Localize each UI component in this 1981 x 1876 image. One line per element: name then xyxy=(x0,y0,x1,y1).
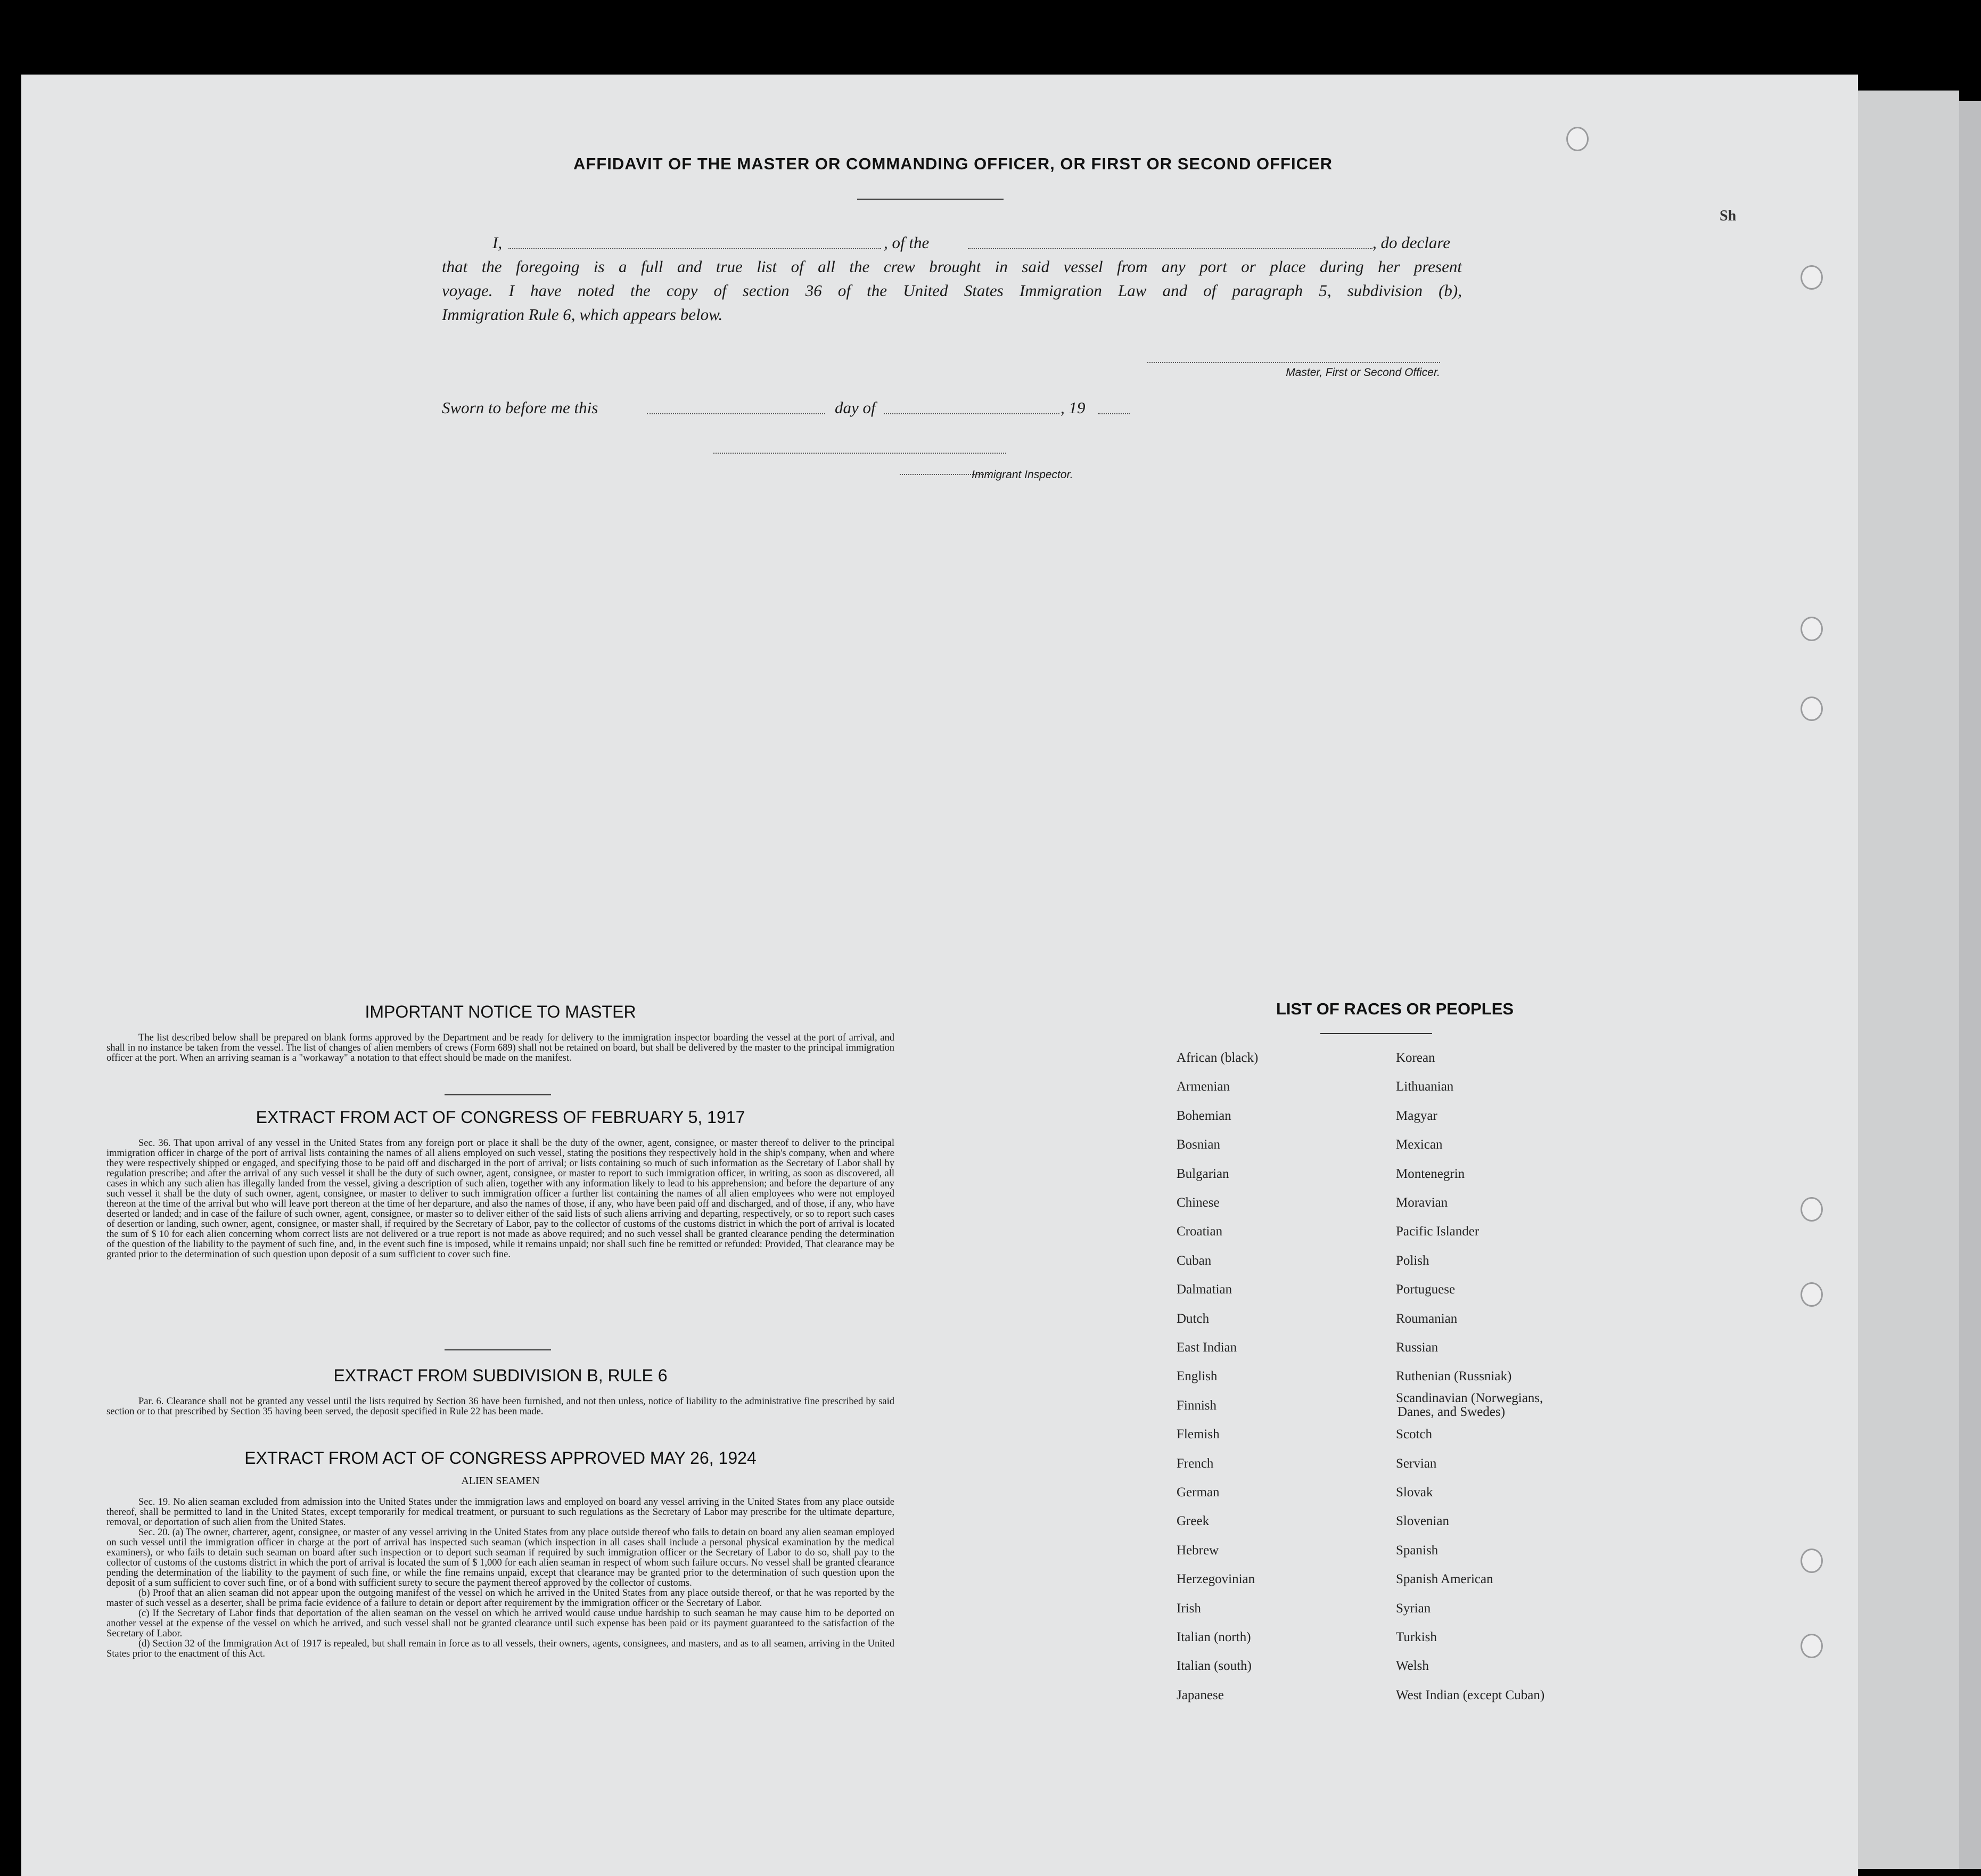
extract-1924-sec20b: (b) Proof that an alien seaman did not appear upon the outgoing manifest of the vessel on which he arrived in the United States from any place outside thereof, or that he was reported by the master of such vessel as a deserter, shall be prima facie evidence of a failure to detain or deport after requirement by the immigration officer or the Secretary of Labor. xyxy=(106,1588,894,1609)
extract-1924-sec20c: (c) If the Secretary of Labor finds that deportation of the alien seaman on the vessel on which he arrived would cause undue hardship to such seaman he may cause him to be deported on another vessel at the expense of the vessel on which he arrived, and such vessel shall not be granted clearance until such expense has been paid or its payment guaranteed to the satisfaction of the Secretary of Labor. xyxy=(106,1608,894,1639)
divider xyxy=(445,1094,551,1095)
punch-hole xyxy=(1801,697,1823,721)
race-item: Pacific Islander xyxy=(1396,1224,1479,1239)
race-item: Dutch xyxy=(1177,1312,1210,1326)
race-item: Irish xyxy=(1177,1601,1201,1616)
race-item: Lithuanian xyxy=(1396,1079,1454,1094)
race-item: Italian (south) xyxy=(1177,1659,1252,1673)
extract-1924-text xyxy=(106,1497,894,1659)
sworn-text: Sworn to before me this xyxy=(442,398,598,417)
name-blank xyxy=(508,239,881,249)
extract-1924-subtitle: ALIEN SEAMEN xyxy=(461,1475,540,1487)
divider xyxy=(445,1349,551,1350)
race-item: East Indian xyxy=(1177,1340,1237,1355)
race-item: Japanese xyxy=(1177,1688,1224,1702)
race-item: German xyxy=(1177,1485,1220,1500)
punch-hole xyxy=(1801,617,1823,641)
race-item: Korean xyxy=(1396,1051,1435,1065)
race-item: Servian xyxy=(1396,1456,1437,1471)
race-item: Cuban xyxy=(1177,1254,1212,1268)
extract-rule6-paragraph: Par. 6. Clearance shall not be granted any vessel until the lists required by Section 36 have been furnished, and not then unless, notice of liability to the administrative fine prescribed by said section or to that prescribed by Section 35 having been served, the deposit specified in Rule 22 has been made. xyxy=(106,1396,894,1417)
punch-hole xyxy=(1801,1282,1823,1307)
punch-hole xyxy=(1801,1549,1823,1573)
master-signature-line xyxy=(1147,357,1440,363)
master-signature-label: Master, First or Second Officer. xyxy=(1286,366,1440,379)
race-item: African (black) xyxy=(1177,1051,1259,1065)
race-item: Italian (north) xyxy=(1177,1630,1251,1644)
punch-hole xyxy=(1801,265,1823,290)
affidavit-i: I, xyxy=(492,233,503,252)
race-item: Greek xyxy=(1177,1514,1210,1528)
race-item: Welsh xyxy=(1396,1659,1429,1673)
notice-text xyxy=(106,1033,894,1063)
race-item: Chinese xyxy=(1177,1195,1220,1210)
race-item: Flemish xyxy=(1177,1427,1220,1441)
extract-1924-sec20d: (d) Section 32 of the Immigration Act of 1917 is repealed, but shall remain in force as to all vessels, their owners, agents, consignees, and masters, and as to all seamen, arriving in the United States prior to the enactment of this Act. xyxy=(106,1639,894,1659)
race-item: Slovak xyxy=(1396,1485,1433,1500)
extract-1924-sec20a: Sec. 20. (a) The owner, charterer, agent, consignee, or master of any vessel arriving in the United States from any place outside thereof who fails to detain on board any alien seaman employed on such vessel until the immigration officer in charge at the port of arrival has inspected such seaman (which inspection in all cases shall include a personal physical examination by the medical examiners), or who fails to detain such seaman on board after such inspection or to deport such seaman if required by such immigration officer or the Secretary of Labor to do so, shall pay to the collector of customs of the customs district in which the port of arrival is located the sum of $ 1,000 for each alien seaman in respect of whom such failure occurs. No vessel shall be granted clearance pending the determination of the liability to the payment of such fine, or while the fine remains unpaid, except that clearance may be granted prior to the determination of such question upon the deposit of a sum sufficient to cover such fine, or of a bond with sufficient surety to secure the payment thereof approved by the collector of customs. xyxy=(106,1527,894,1588)
affidavit-do-declare: , do declare xyxy=(1372,233,1451,252)
race-item: Scandinavian (Norwegians, xyxy=(1396,1391,1543,1405)
sheet-mark: Sh xyxy=(1720,208,1737,224)
day-blank xyxy=(647,404,825,414)
affidavit-of-the: , of the xyxy=(884,233,930,252)
races-title-underline xyxy=(1320,1033,1432,1034)
year-blank xyxy=(1098,404,1130,414)
vessel-blank xyxy=(968,239,1372,249)
affidavit-line-3: voyage. I have noted the copy of section 36 of the United States Immigration Law and of paragraph 5, subdivision (b), xyxy=(442,281,1462,300)
month-blank xyxy=(884,404,1059,414)
extract-rule6-text xyxy=(106,1397,894,1417)
race-item: Roumanian xyxy=(1396,1312,1458,1326)
race-item: Danes, and Swedes) xyxy=(1398,1405,1506,1419)
race-item: Bohemian xyxy=(1177,1109,1231,1123)
affidavit-line-4: Immigration Rule 6, which appears below. xyxy=(442,305,723,324)
race-item: West Indian (except Cuban) xyxy=(1396,1688,1545,1702)
punch-hole xyxy=(1801,1197,1823,1222)
races-title: LIST OF RACES OR PEOPLES xyxy=(1276,1000,1514,1018)
extract-1917-paragraph: Sec. 36. That upon arrival of any vessel in the United States from any foreign port or place it shall be the duty of the owner, agent, consignee, or master thereof to deliver to the principal immigration officer in charge of the port of arrival lists containing the names of all aliens employed on such vessel, stating the positions they respectively hold in the ship's company, when and where they were respectively shipped or engaged, and specifying those to be paid off and discharged in the port of arrival; or lists containing so much of such information as the Secretary of Labor shall by regulation prescribe; and after the arrival of any such vessel it shall be the duty of such owner, agent, consignee, or master to report to such immigration officer, in writing, as soon as discovered, all cases in which any such alien has illegally landed from the vessel, giving a description of such alien, together with any information likely to lead to his apprehension; and before the departure of any such vessel it shall be the duty of such owner, agent, consignee, or master to deliver to such immigration officer a further list containing the names of all alien employees who were not employed thereon at the time of the arrival but who will leave port thereon at the time of her departure, and also the names of those, if any, who have been paid off and discharged, and of those, if any, who have deserted or landed; and in case of the failure of such owner, agent, consignee, or master so to deliver either of the said lists of such aliens arriving and departing, respectively, or so to report such cases of desertion or landing, such owner, agent, consignee, or master shall, if required by the Secretary of Labor, pay to the collector of customs of the customs district in which the port of arrival is located the sum of $ 10 for each alien concerning whom correct lists are not delivered or a true report is not made as above required; and no such vessel shall be granted clearance pending the determination of the question of the liability to the payment of such fine, and, in the event such fine is imposed, while it remains unpaid; nor shall such fine be remitted or refunded: Provided, That clearance may be granted prior to the determination of such question upon deposit of a sum sufficient to cover such fine. xyxy=(106,1138,894,1260)
race-item: Hebrew xyxy=(1177,1543,1219,1558)
race-item: Slovenian xyxy=(1396,1514,1449,1528)
race-item: Russian xyxy=(1396,1340,1439,1355)
race-item: English xyxy=(1177,1369,1218,1383)
race-item: Polish xyxy=(1396,1254,1429,1268)
race-item: Bulgarian xyxy=(1177,1167,1229,1181)
race-item: Herzegovinian xyxy=(1177,1572,1255,1586)
affidavit-line-2: that the foregoing is a full and true list of all the crew brought in said vessel from any port or place during her present xyxy=(442,257,1462,276)
race-item: Syrian xyxy=(1396,1601,1431,1616)
extract-1917-title: EXTRACT FROM ACT OF CONGRESS OF FEBRUARY 5, 1917 xyxy=(256,1108,745,1127)
race-item: Moravian xyxy=(1396,1195,1448,1210)
notice-paragraph: The list described below shall be prepared on blank forms approved by the Department and be ready for delivery to the immigration inspector boarding the vessel at the port of arrival, and shall in no instance be taken from the vessel. The list of changes of alien members of crews (Form 689) shall not be retained on board, but shall be delivered by the master to the principal immigration officer at the port. When an arriving seaman is a "workaway" a notation to that effect should be made on the manifest. xyxy=(106,1033,894,1063)
extract-1924-sec19: Sec. 19. No alien seaman excluded from admission into the United States under the immigration laws and employed on board any vessel arriving in the United States from any place outside thereof, shall be permitted to land in the United States, except temporarily for medical treatment, or pursuant to such regulations as the Secretary of Labor may prescribe for the ultimate departure, removal, or deportation of such alien from the United States. xyxy=(106,1497,894,1528)
race-item: Mexican xyxy=(1396,1137,1443,1152)
extract-rule6-title: EXTRACT FROM SUBDIVISION B, RULE 6 xyxy=(333,1366,668,1385)
document-page xyxy=(21,75,1858,1876)
race-item: Finnish xyxy=(1177,1398,1217,1413)
day-of-text: day of xyxy=(835,398,876,417)
race-item: Croatian xyxy=(1177,1224,1223,1239)
extract-1917-text xyxy=(106,1138,894,1260)
race-item: Montenegrin xyxy=(1396,1167,1465,1181)
race-item: Spanish American xyxy=(1396,1572,1493,1586)
race-item: French xyxy=(1177,1456,1214,1471)
affidavit-title: AFFIDAVIT OF THE MASTER OR COMMANDING OFFICER, OR FIRST OR SECOND OFFICER xyxy=(573,154,1333,173)
extract-1924-title: EXTRACT FROM ACT OF CONGRESS APPROVED MAY 26, 1924 xyxy=(244,1448,757,1468)
race-item: Magyar xyxy=(1396,1109,1437,1123)
inspector-signature-line xyxy=(713,447,1006,454)
punch-hole xyxy=(1801,1634,1823,1658)
race-item: Scotch xyxy=(1396,1427,1433,1441)
race-item: Turkish xyxy=(1396,1630,1437,1644)
year-prefix: , 19 xyxy=(1061,398,1086,417)
race-item: Bosnian xyxy=(1177,1137,1220,1152)
notice-title: IMPORTANT NOTICE TO MASTER xyxy=(365,1002,636,1021)
race-item: Portuguese xyxy=(1396,1282,1456,1297)
race-item: Spanish xyxy=(1396,1543,1439,1558)
inspector-label: Immigrant Inspector. xyxy=(972,469,1073,481)
race-item: Dalmatian xyxy=(1177,1282,1232,1297)
punch-hole xyxy=(1566,127,1589,151)
race-item: Armenian xyxy=(1177,1079,1230,1094)
title-underline xyxy=(857,199,1004,200)
race-item: Ruthenian (Russniak) xyxy=(1396,1369,1512,1383)
